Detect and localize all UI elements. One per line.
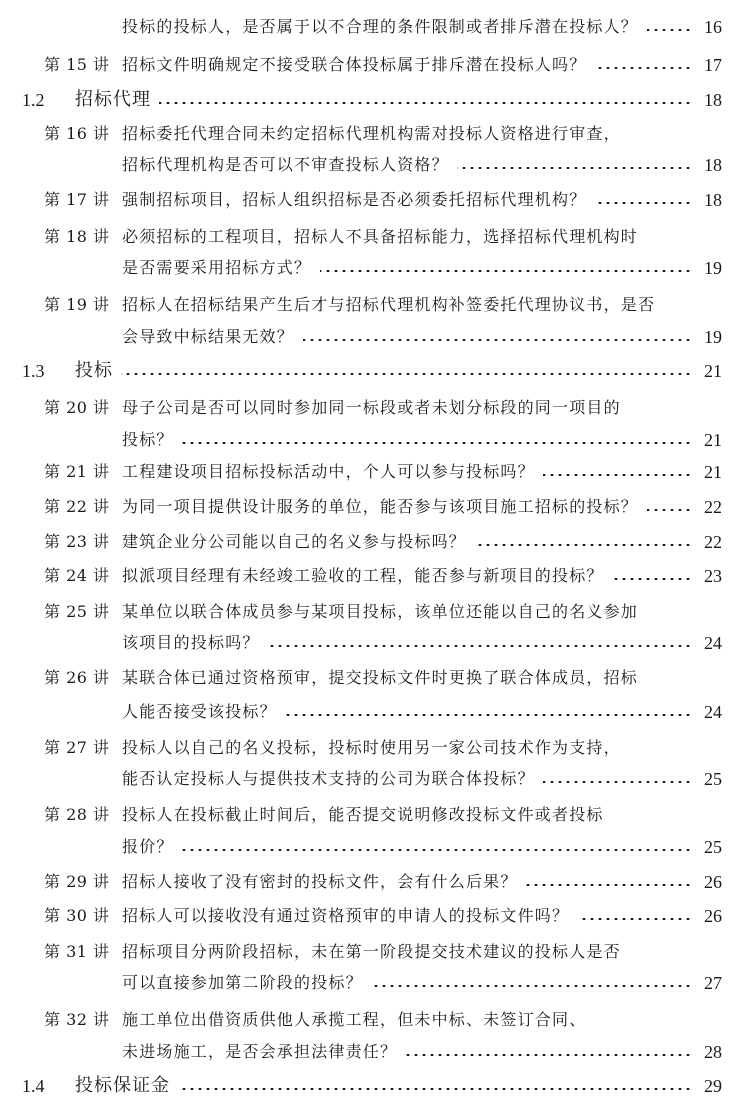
leader-dots <box>543 781 692 783</box>
toc-section-row[interactable] <box>0 356 750 386</box>
page-number: 27 <box>704 973 722 993</box>
entry-title: 母子公司是否可以同时参加同一标段或者未划分标段的同一项目的 <box>122 398 621 417</box>
page-number: 24 <box>704 702 722 722</box>
lecture-number: 第 23 讲 <box>44 532 110 551</box>
toc-entry-row[interactable] <box>0 50 750 80</box>
page-number: 24 <box>704 633 722 653</box>
page-number: 22 <box>704 497 722 517</box>
section-title: 招标代理 <box>75 89 151 110</box>
toc-entry-row[interactable] <box>0 561 750 591</box>
page-number: 16 <box>704 17 722 37</box>
entry-title: 会导致中标结果无效？ <box>122 327 295 346</box>
leader-dots <box>406 1054 692 1056</box>
entry-title: 招标人接收了没有密封的投标文件，会有什么后果？ <box>122 872 518 891</box>
section-number: 1.3 <box>22 361 45 381</box>
toc-entry-row[interactable] <box>0 185 750 215</box>
entry-title: 某单位以联合体成员参与某项目投标，该单位还能以自己的名义参加 <box>122 602 639 621</box>
page-number: 18 <box>704 155 722 175</box>
leader-dots <box>178 1088 692 1090</box>
toc-entry-row[interactable] <box>0 832 750 862</box>
section-title: 投标 <box>75 360 113 381</box>
lecture-number: 第 24 讲 <box>44 566 110 585</box>
leader-dots <box>182 442 692 444</box>
page-number: 19 <box>704 327 722 347</box>
leader-dots <box>526 884 692 886</box>
page-number: 23 <box>704 566 722 586</box>
toc-entry-row[interactable] <box>0 1037 750 1067</box>
lecture-number: 第 27 讲 <box>44 738 110 757</box>
lecture-number: 第 32 讲 <box>44 1010 110 1029</box>
entry-title: 招标人可以接收没有通过资格预审的申请人的投标文件吗？ <box>122 906 570 925</box>
leader-dots <box>578 918 692 920</box>
leader-dots <box>285 714 692 716</box>
lecture-number: 第 22 讲 <box>44 497 110 516</box>
entry-title: 招标委托代理合同未约定招标代理机构需对投标人资格进行审查， <box>122 124 621 143</box>
toc-entry-row[interactable] <box>0 150 750 180</box>
entry-title: 强制招标项目，招标人组织招标是否必须委托招标代理机构？ <box>122 190 587 209</box>
entry-title: 未进场施工，是否会承担法律责任？ <box>122 1042 398 1061</box>
page-number: 19 <box>704 258 722 278</box>
leader-dots <box>268 645 692 647</box>
entry-title: 施工单位出借资质供他人承揽工程，但未中标、未签订合同、 <box>122 1010 587 1029</box>
lecture-number: 第 19 讲 <box>44 295 110 314</box>
leader-dots <box>595 202 692 204</box>
toc-entry-row[interactable] <box>0 597 750 627</box>
page-number: 21 <box>704 430 722 450</box>
page-number: 28 <box>704 1042 722 1062</box>
lecture-number: 第 26 讲 <box>44 668 110 687</box>
page-number: 25 <box>704 769 722 789</box>
lecture-number: 第 25 讲 <box>44 602 110 621</box>
toc-entry-row[interactable] <box>0 628 750 658</box>
leader-dots <box>320 270 692 272</box>
toc-section-row[interactable] <box>0 1071 750 1101</box>
toc-entry-row[interactable] <box>0 492 750 522</box>
leader-dots <box>182 849 692 851</box>
section-number: 1.2 <box>22 90 45 110</box>
toc-entry-row[interactable] <box>0 222 750 252</box>
entry-title: 投标？ <box>122 430 174 449</box>
lecture-number: 第 18 讲 <box>44 227 110 246</box>
page-number: 21 <box>704 462 722 482</box>
lecture-number: 第 29 讲 <box>44 872 110 891</box>
lecture-number: 第 30 讲 <box>44 906 110 925</box>
leader-dots <box>543 474 692 476</box>
toc-entry-row[interactable] <box>0 457 750 487</box>
toc-entry-row[interactable] <box>0 663 750 693</box>
page-number: 26 <box>704 906 722 926</box>
toc-section-row[interactable] <box>0 85 750 115</box>
entry-title: 为同一项目提供设计服务的单位，能否参与该项目施工招标的投标？ <box>122 497 639 516</box>
section-title: 投标保证金 <box>75 1075 170 1096</box>
leader-dots <box>647 509 692 511</box>
toc-entry-row[interactable] <box>0 937 750 967</box>
toc-entry-row[interactable] <box>0 322 750 352</box>
leader-dots <box>121 373 692 375</box>
lecture-number: 第 17 讲 <box>44 190 110 209</box>
entry-title: 必须招标的工程项目，招标人不具备招标能力，选择招标代理机构时 <box>122 227 639 246</box>
entry-title: 投标人以自己的名义投标，投标时使用另一家公司技术作为支持， <box>122 738 621 757</box>
entry-title: 该项目的投标吗？ <box>122 633 260 652</box>
leader-dots <box>303 339 692 341</box>
leader-dots <box>457 167 692 169</box>
leader-dots <box>475 544 692 546</box>
page-number: 29 <box>704 1076 722 1096</box>
toc-entry-row[interactable] <box>0 119 750 149</box>
leader-dots <box>159 102 692 104</box>
toc-entry-row[interactable] <box>0 764 750 794</box>
leader-dots <box>371 985 692 987</box>
page-number: 25 <box>704 837 722 857</box>
entry-title: 建筑企业分公司能以自己的名义参与投标吗？ <box>122 532 467 551</box>
lecture-number: 第 31 讲 <box>44 942 110 961</box>
page-number: 26 <box>704 872 722 892</box>
toc-entry-row[interactable] <box>0 527 750 557</box>
entry-title: 报价？ <box>122 837 174 856</box>
page-number: 21 <box>704 361 722 381</box>
entry-title: 可以直接参加第二阶段的投标？ <box>122 973 363 992</box>
page-number: 18 <box>704 90 722 110</box>
entry-title: 工程建设项目招标投标活动中，个人可以参与投标吗？ <box>122 462 535 481</box>
lecture-number: 第 21 讲 <box>44 462 110 481</box>
toc-entry-row[interactable] <box>0 697 750 727</box>
lecture-number: 第 28 讲 <box>44 805 110 824</box>
lecture-number: 第 16 讲 <box>44 124 110 143</box>
leader-dots <box>647 29 692 31</box>
toc-entry-row[interactable] <box>0 968 750 998</box>
toc-entry-row[interactable] <box>0 867 750 897</box>
entry-title: 能否认定投标人与提供技术支持的公司为联合体投标？ <box>122 769 535 788</box>
entry-title: 投标人在投标截止时间后，能否提交说明修改投标文件或者投标 <box>122 805 604 824</box>
toc-entry-row[interactable] <box>0 901 750 931</box>
toc-entry-row[interactable] <box>0 800 750 830</box>
entry-title: 招标文件明确规定不接受联合体投标属于排斥潜在投标人吗？ <box>122 55 587 74</box>
lecture-number: 第 20 讲 <box>44 398 110 417</box>
toc-entry-row[interactable] <box>0 425 750 455</box>
leader-dots <box>595 67 692 69</box>
entry-title: 拟派项目经理有未经竣工验收的工程，能否参与新项目的投标？ <box>122 566 604 585</box>
toc-entry-row[interactable] <box>0 290 750 320</box>
toc-entry-row[interactable] <box>0 1005 750 1035</box>
entry-title: 投标的投标人，是否属于以不合理的条件限制或者排斥潜在投标人？ <box>122 17 639 36</box>
page-number: 18 <box>704 190 722 210</box>
toc-entry-row[interactable] <box>0 393 750 423</box>
entry-title: 是否需要采用招标方式？ <box>122 258 312 277</box>
leader-dots <box>612 578 692 580</box>
entry-title: 招标项目分两阶段招标，未在第一阶段提交技术建议的投标人是否 <box>122 942 621 961</box>
entry-title: 招标代理机构是否可以不审查投标人资格？ <box>122 155 449 174</box>
toc-entry-row[interactable] <box>0 733 750 763</box>
page-number: 17 <box>704 55 722 75</box>
entry-title: 招标人在招标结果产生后才与招标代理机构补签委托代理协议书，是否 <box>122 295 656 314</box>
toc-entry-row[interactable] <box>0 12 750 42</box>
entry-title: 人能否接受该投标？ <box>122 702 277 721</box>
section-number: 1.4 <box>22 1076 45 1096</box>
entry-title: 某联合体已通过资格预审，提交投标文件时更换了联合体成员，招标 <box>122 668 639 687</box>
page-number: 22 <box>704 532 722 552</box>
lecture-number: 第 15 讲 <box>44 55 110 74</box>
toc-entry-row[interactable] <box>0 253 750 283</box>
